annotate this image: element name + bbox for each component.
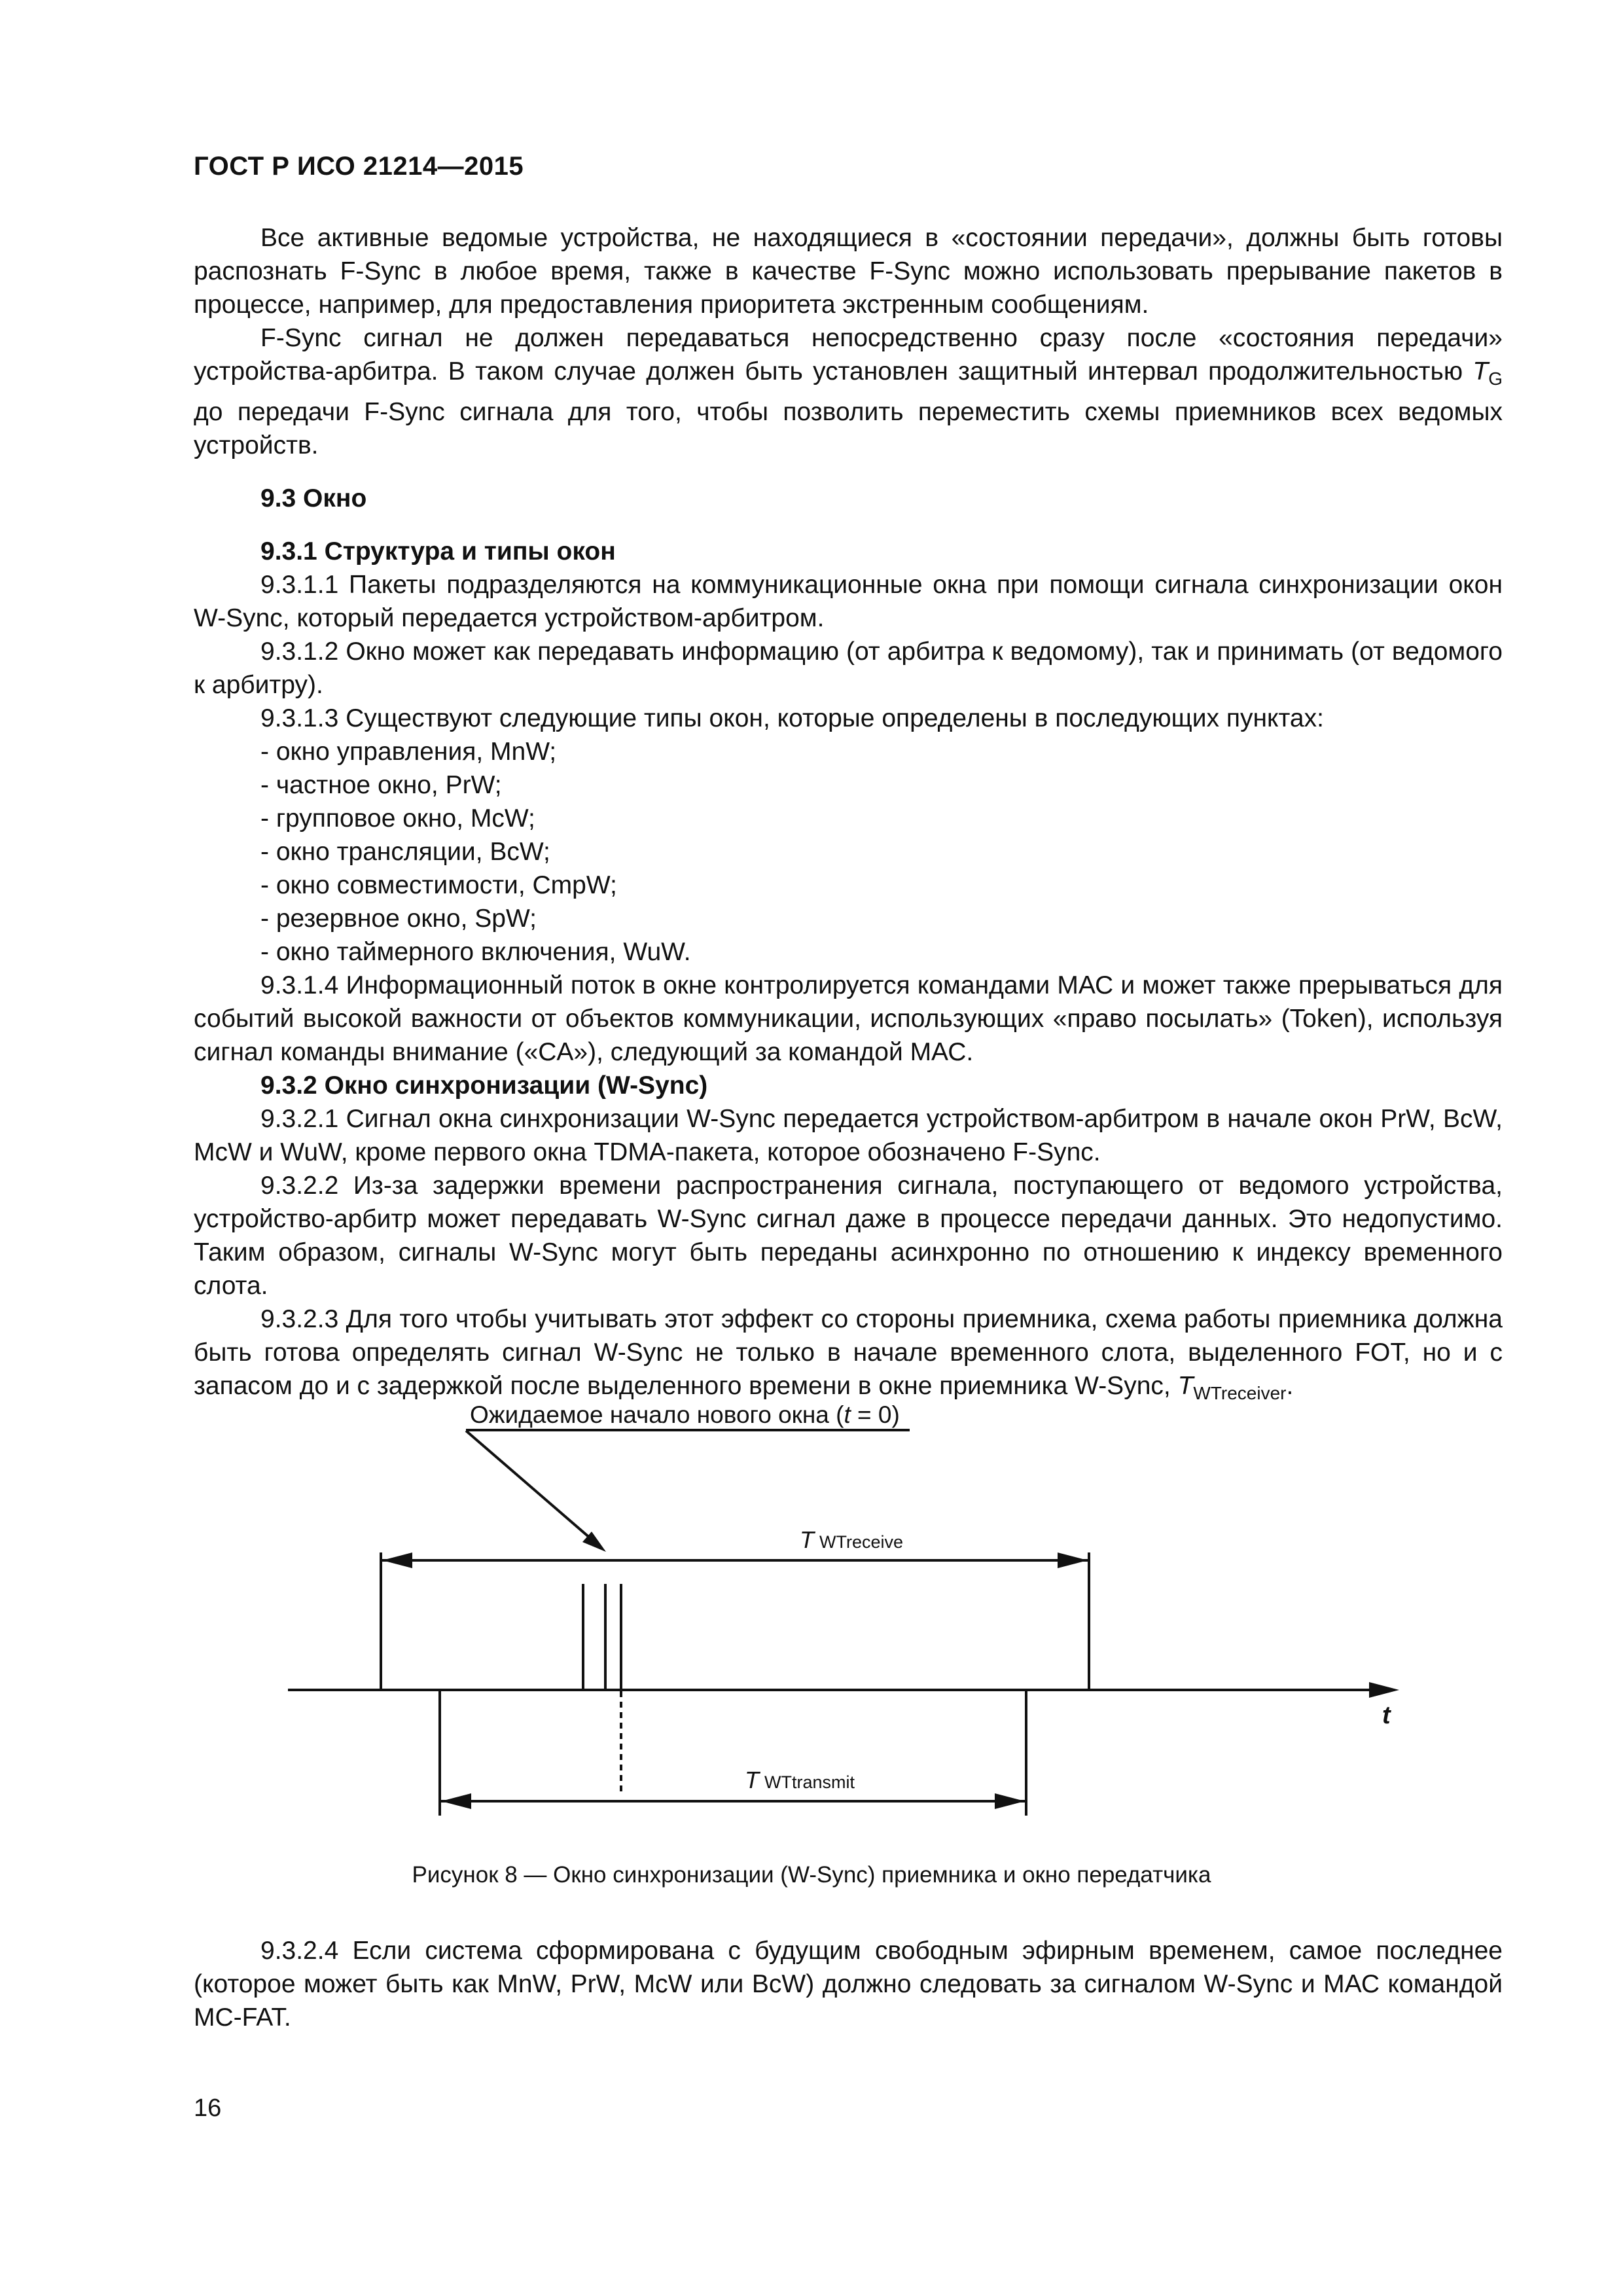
page-number: 16 — [194, 2094, 222, 2122]
paragraph: 9.3.1.2 Окно может как передавать информацию (от арбитра к ведомому), так и принимать (от ведомого к арбитру). — [194, 637, 1503, 699]
body-text — [194, 221, 1503, 1410]
section-heading: 9.3 Окно — [260, 484, 367, 512]
paragraph: Все активные ведомые устройства, не находящиеся в «состоянии передачи», должны быть готовы распознать F-Sync в любое время, также в качестве F-Sync можно использовать прерывание пакетов в процессе, например, для предоставления приоритета экстренным сообщениям. — [194, 224, 1503, 319]
timing-diagram — [0, 1394, 1623, 1918]
paragraph: 9.3.1.1 Пакеты подразделяются на коммуникационные окна при помощи сигнала синхронизации окон W-Sync, который передается устройством-арбитром. — [194, 571, 1503, 632]
text-span: F-Sync сигнал не должен передаваться непосредственно сразу после «состояния передачи» устройства-арбитра. В таком случае должен быть установлен защитный интервал продолжительностью — [194, 324, 1503, 386]
list-item: - окно трансляции, BcW; — [260, 838, 550, 866]
paragraph: 9.3.2.2 Из-за задержки времени распространения сигнала, поступающего от ведомого устройства, устройство-арбитр может передавать W-Sync сигнал даже в процессе передачи данных. Это недопустимо. Таким образом, сигналы W-Sync могут быть переданы асинхронно по отношению к индексу временного слота. — [194, 1172, 1503, 1300]
paragraph: 9.3.1.4 Информационный поток в окне контролируется командами МАС и может также прерываться для событий высокой важности от объектов коммуникации, использующих «право посылать» (Token), используя сигнал команды внимание («CA»), следующий за командой МАС. — [194, 971, 1503, 1066]
time-axis-label: t — [1382, 1702, 1391, 1729]
subsection-heading: 9.3.1 Структура и типы окон — [260, 537, 616, 565]
receive-right-arrowhead — [1058, 1552, 1088, 1568]
text-span: до передачи F-Sync сигнала для того, чтобы позволить переместить схемы приемников всех ведомых устройств. — [194, 398, 1503, 459]
document-header: ГОСТ Р ИСО 21214—2015 — [194, 152, 524, 181]
figure-caption: Рисунок 8 — Окно синхронизации (W-Sync) приемника и окно передатчика — [412, 1862, 1211, 1888]
paragraph — [194, 321, 1503, 462]
list-item: - окно совместимости, CmpW; — [260, 871, 617, 899]
list-item: - частное окно, PrW; — [260, 771, 502, 799]
annotation-label: Ожидаемое начало нового окна (t = 0) — [470, 1401, 900, 1428]
list-item: - резервное окно, SpW; — [260, 905, 537, 933]
pointer-arrow-line — [466, 1431, 601, 1547]
paragraph: 9.3.1.3 Существуют следующие типы окон, которые определены в последующих пунктах: — [260, 704, 1324, 732]
symbol: T — [1177, 1372, 1194, 1400]
body-text-continued — [194, 1934, 1503, 2034]
paragraph: 9.3.2.4 Если система сформирована с будущим свободным эфирным временем, самое последнее (которое может быть как MnW, PrW, McW или BcW) должно следовать за сигналом W-Sync и МАС командой MC-FAT. — [194, 1937, 1503, 2032]
subscript: WTreceiver — [1193, 1383, 1287, 1403]
list-item: - окно управления, MnW; — [260, 738, 557, 766]
transmit-left-arrowhead — [441, 1793, 471, 1809]
receive-left-arrowhead — [382, 1552, 412, 1568]
receive-label: T WTreceive — [800, 1526, 904, 1553]
time-axis-arrowhead — [1369, 1682, 1399, 1698]
paragraph: 9.3.2.1 Сигнал окна синхронизации W-Sync передается устройством-арбитром в начале окон PrW, BcW, McW и WuW, кроме первого окна TDMA-пакета, которое обозначено F-Sync. — [194, 1105, 1503, 1166]
subsection-heading: 9.3.2 Окно синхронизации (W-Sync) — [260, 1071, 708, 1100]
list-item: - групповое окно, McW; — [260, 804, 535, 833]
transmit-label: T WTtransmit — [745, 1767, 855, 1793]
symbol: T — [1472, 357, 1489, 386]
subscript: G — [1488, 368, 1503, 389]
timing-diagram-svg — [0, 1394, 1623, 1918]
text-span: 9.3.2.3 Для того чтобы учитывать этот эффект со стороны приемника, схема работы приемника должна быть готова определять сигнал W-Sync не только в начале временного слота, выделенного FOT, но и с запасом до и с задержкой после выделенного времени в окне приемника W-Sync, — [194, 1305, 1503, 1400]
transmit-right-arrowhead — [995, 1793, 1025, 1809]
text-span: . — [1286, 1372, 1294, 1400]
list-item: - окно таймерного включения, WuW. — [260, 938, 691, 966]
